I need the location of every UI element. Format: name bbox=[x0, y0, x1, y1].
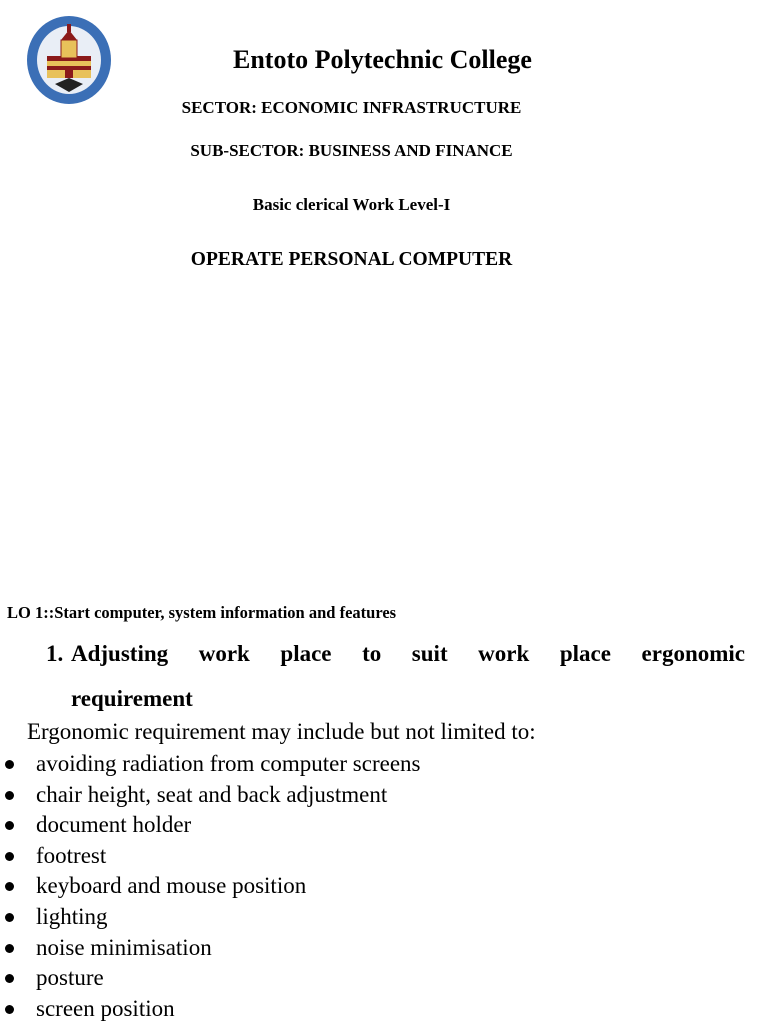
sector-line: SECTOR: ECONOMIC INFRASTRUCTURE bbox=[181, 98, 522, 117]
college-name: Entoto Polytechnic College bbox=[233, 45, 532, 74]
ergonomic-requirements-list bbox=[0, 750, 421, 1025]
list-item-text: posture bbox=[36, 965, 104, 991]
list-item-text: footrest bbox=[36, 842, 107, 868]
bullet-icon bbox=[5, 852, 14, 861]
bullet-icon bbox=[5, 791, 14, 800]
list-item bbox=[0, 781, 421, 812]
list-item-text: noise minimisation bbox=[36, 934, 212, 960]
bullet-icon bbox=[5, 821, 14, 830]
list-item bbox=[0, 995, 421, 1025]
list-item bbox=[0, 964, 421, 995]
list-item bbox=[0, 903, 421, 934]
intro-text: Ergonomic requirement may include but not limited to: bbox=[27, 719, 536, 744]
list-item-text: keyboard and mouse position bbox=[36, 873, 307, 899]
list-item-text: lighting bbox=[36, 903, 108, 929]
module-title: OPERATE PERSONAL COMPUTER bbox=[190, 249, 513, 270]
learning-outcome-heading: LO 1::Start computer, system information and features bbox=[7, 603, 397, 622]
section-heading-line1: Adjusting work place to suit work place ergonomic bbox=[71, 641, 745, 666]
list-item bbox=[0, 872, 421, 903]
bullet-icon bbox=[5, 913, 14, 922]
bullet-icon bbox=[5, 944, 14, 953]
level-line: Basic clerical Work Level-I bbox=[252, 195, 451, 214]
section-number: 1. bbox=[46, 641, 64, 666]
college-seal-icon bbox=[25, 14, 113, 106]
list-item bbox=[0, 750, 421, 781]
bullet-icon bbox=[5, 882, 14, 891]
list-item bbox=[0, 811, 421, 842]
section-heading-line2: requirement bbox=[71, 686, 193, 711]
bullet-icon bbox=[5, 760, 14, 769]
sub-sector-line: SUB-SECTOR: BUSINESS AND FINANCE bbox=[190, 141, 513, 160]
list-item bbox=[0, 934, 421, 965]
list-item-text: avoiding radiation from computer screens bbox=[36, 751, 421, 776]
list-item-text: screen position bbox=[36, 995, 175, 1021]
list-item bbox=[0, 842, 421, 873]
bullet-icon bbox=[5, 1005, 14, 1014]
bullet-icon bbox=[5, 974, 14, 983]
list-item-text: document holder bbox=[36, 812, 192, 838]
list-item-text: chair height, seat and back adjustment bbox=[36, 781, 388, 807]
